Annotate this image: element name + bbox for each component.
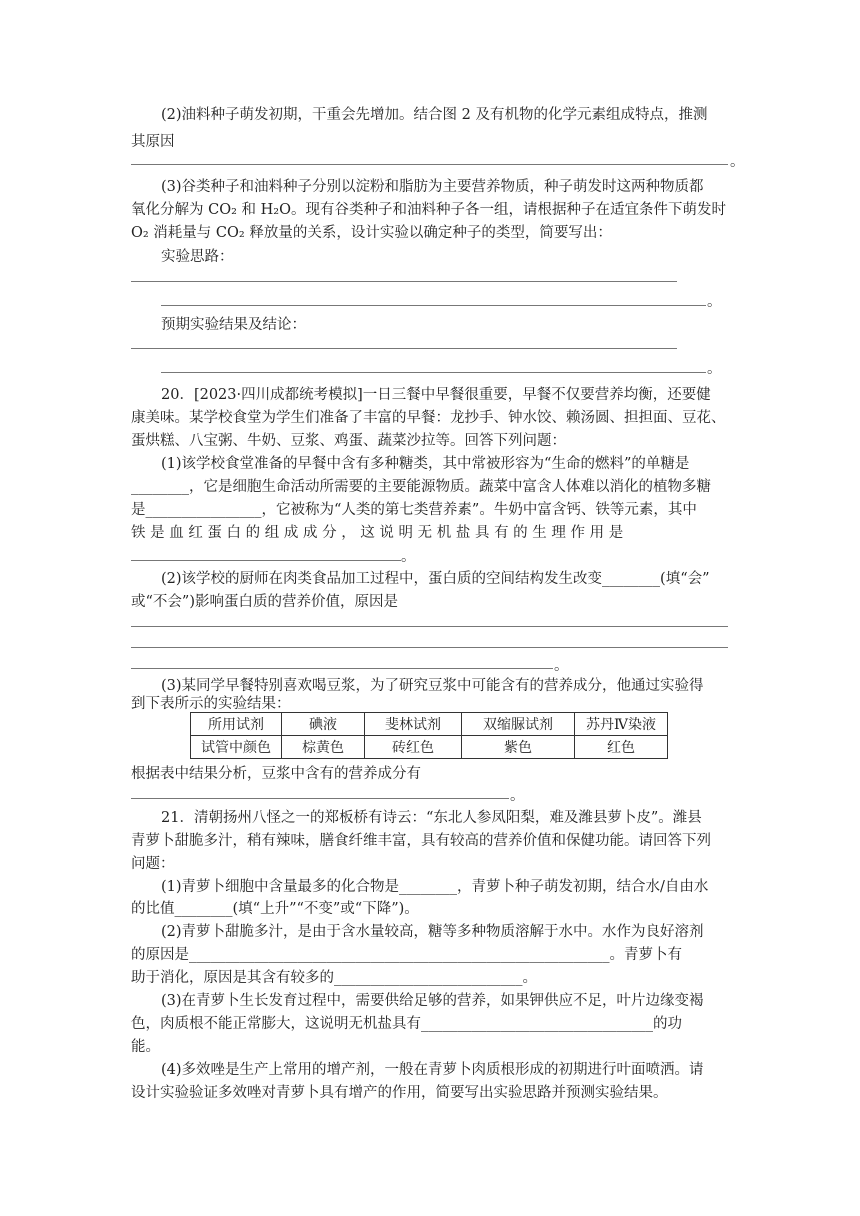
text-line: 问题： bbox=[131, 856, 175, 872]
period-mark: 。 bbox=[707, 361, 722, 377]
text-line: O₂ 消耗量与 CO₂ 释放量的关系，设计实验以确定种子的类型，简要写出： bbox=[131, 225, 612, 241]
table-cell: 斐林试剂 bbox=[365, 713, 462, 736]
text-line: (2)青萝卜甜脆多汁，是由于含水量较高，糖等多种物质溶解于水中。水作为良好溶剂 bbox=[161, 924, 704, 940]
text-line: 的比值________(填“上升”“不变”或“下降”)。 bbox=[131, 901, 419, 917]
period-mark: 。 bbox=[401, 549, 416, 565]
text-line: 到下表所示的实验结果： bbox=[131, 696, 291, 712]
table-cell: 双缩脲试剂 bbox=[462, 713, 575, 736]
answer-blank[interactable] bbox=[131, 626, 728, 627]
answer-blank[interactable] bbox=[161, 372, 706, 373]
period-mark: 。 bbox=[707, 294, 722, 310]
answer-blank[interactable] bbox=[131, 164, 728, 165]
answer-blank[interactable] bbox=[131, 668, 553, 669]
answer-blank[interactable] bbox=[131, 348, 677, 349]
text-line: 蛋烘糕、八宝粥、牛奶、豆浆、鸡蛋、蔬菜沙拉等。回答下列问题： bbox=[131, 433, 566, 449]
table-cell: 紫色 bbox=[462, 736, 575, 759]
text-line: 实验思路： bbox=[161, 249, 234, 265]
table-cell: 棕黄色 bbox=[282, 736, 365, 759]
answer-blank[interactable] bbox=[161, 305, 706, 306]
table-row bbox=[191, 736, 668, 759]
text-line: 其原因 bbox=[131, 134, 175, 150]
text-line: (3)谷类种子和油料种子分别以淀粉和脂肪为主要营养物质，种子萌发时这两种物质都 bbox=[161, 179, 704, 195]
answer-blank[interactable] bbox=[131, 647, 728, 648]
table-cell: 试管中颜色 bbox=[191, 736, 282, 759]
text-line: 助于消化，原因是其含有较多的__________________________。 bbox=[131, 970, 537, 986]
text-line: 预期实验结果及结论： bbox=[161, 317, 306, 333]
period-mark: 。 bbox=[730, 154, 745, 170]
period-mark: 。 bbox=[554, 658, 569, 674]
table-cell: 碘液 bbox=[282, 713, 365, 736]
text-line: (3)某同学早餐特别喜欢喝豆浆，为了研究豆浆中可能含有的营养成分，他通过实验得 bbox=[161, 678, 704, 694]
answer-blank[interactable] bbox=[131, 281, 677, 282]
text-line: 21．清朝扬州八怪之一的郑板桥有诗云：“东北人参凤阳梨，难及潍县萝卜皮”。潍县 bbox=[161, 810, 702, 826]
text-line: 青萝卜甜脆多汁，稍有辣味，膳食纤维丰富，具有较高的营养价值和保健功能。请回答下列 bbox=[131, 833, 711, 849]
text-line: (3)在青萝卜生长发育过程中，需要供给足够的营养，如果钾供应不足，叶片边缘变褐 bbox=[161, 993, 704, 1009]
period-mark: 。 bbox=[510, 788, 525, 804]
text-line: (4)多效唑是生产上常用的增产剂，一般在青萝卜肉质根形成的初期进行叶面喷洒。请 bbox=[161, 1062, 704, 1078]
text-line: (1)该学校食堂准备的早餐中含有多种糖类，其中常被形容为“生命的燃料”的单糖是 bbox=[161, 456, 690, 472]
answer-blank[interactable] bbox=[131, 798, 509, 799]
table-cell: 红色 bbox=[575, 736, 668, 759]
text-line: 氧化分解为 CO₂ 和 H₂O。现有谷类种子和油料种子各一组，请根据种子在适宜条件下萌发时 bbox=[131, 202, 726, 218]
text-line: (2)油料种子萌发初期，干重会先增加。结合图 2 及有机物的化学元素组成特点，推测 bbox=[161, 107, 708, 123]
table-cell: 苏丹Ⅳ染液 bbox=[575, 713, 668, 736]
answer-blank[interactable] bbox=[131, 560, 401, 561]
text-line: 或“不会”)影响蛋白质的营养价值，原因是 bbox=[131, 594, 398, 610]
text-line: 设计实验验证多效唑对青萝卜具有增产的作用，简要写出实验思路并预测实验结果。 bbox=[131, 1085, 668, 1101]
table-cell: 所用试剂 bbox=[191, 713, 282, 736]
text-line: (1)青萝卜细胞中含量最多的化合物是________，青萝卜种子萌发初期，结合水/自由水 bbox=[161, 879, 709, 895]
text-line: 能。 bbox=[131, 1039, 160, 1055]
text-line: 20．[2023·四川成都统考模拟]一日三餐中早餐很重要，早餐不仅要营养均衡，还要健 bbox=[161, 387, 711, 403]
reagent-table bbox=[190, 712, 668, 759]
text-line: 铁 是 血 红 蛋 白 的 组 成 成 分 ， 这 说 明 无 机 盐 具 有 的 生 理 作 用 是 bbox=[131, 525, 624, 541]
text-line: 色，肉质根不能正常膨大，这说明无机盐具有________________________________的功 bbox=[131, 1016, 682, 1032]
table-row bbox=[191, 713, 668, 736]
text-line: 是________________，它被称为“人类的第七类营养素”。牛奶中富含钙、铁等元素，其中 bbox=[131, 502, 697, 518]
text-line: 根据表中结果分析，豆浆中含有的营养成分有 bbox=[131, 766, 421, 782]
text-line: 的原因是__________________________________________________________。青萝卜有 bbox=[131, 947, 682, 963]
table-cell: 砖红色 bbox=[365, 736, 462, 759]
text-line: ________，它是细胞生命活动所需要的主要能源物质。蔬菜中富含人体难以消化的植物多糖 bbox=[131, 479, 711, 495]
text-line: (2)该学校的厨师在肉类食品加工过程中，蛋白质的空间结构发生改变________(填“会” bbox=[161, 571, 710, 587]
text-line: 康美味。某学校食堂为学生们准备了丰富的早餐：龙抄手、钟水饺、赖汤圆、担担面、豆花、 bbox=[131, 410, 726, 426]
